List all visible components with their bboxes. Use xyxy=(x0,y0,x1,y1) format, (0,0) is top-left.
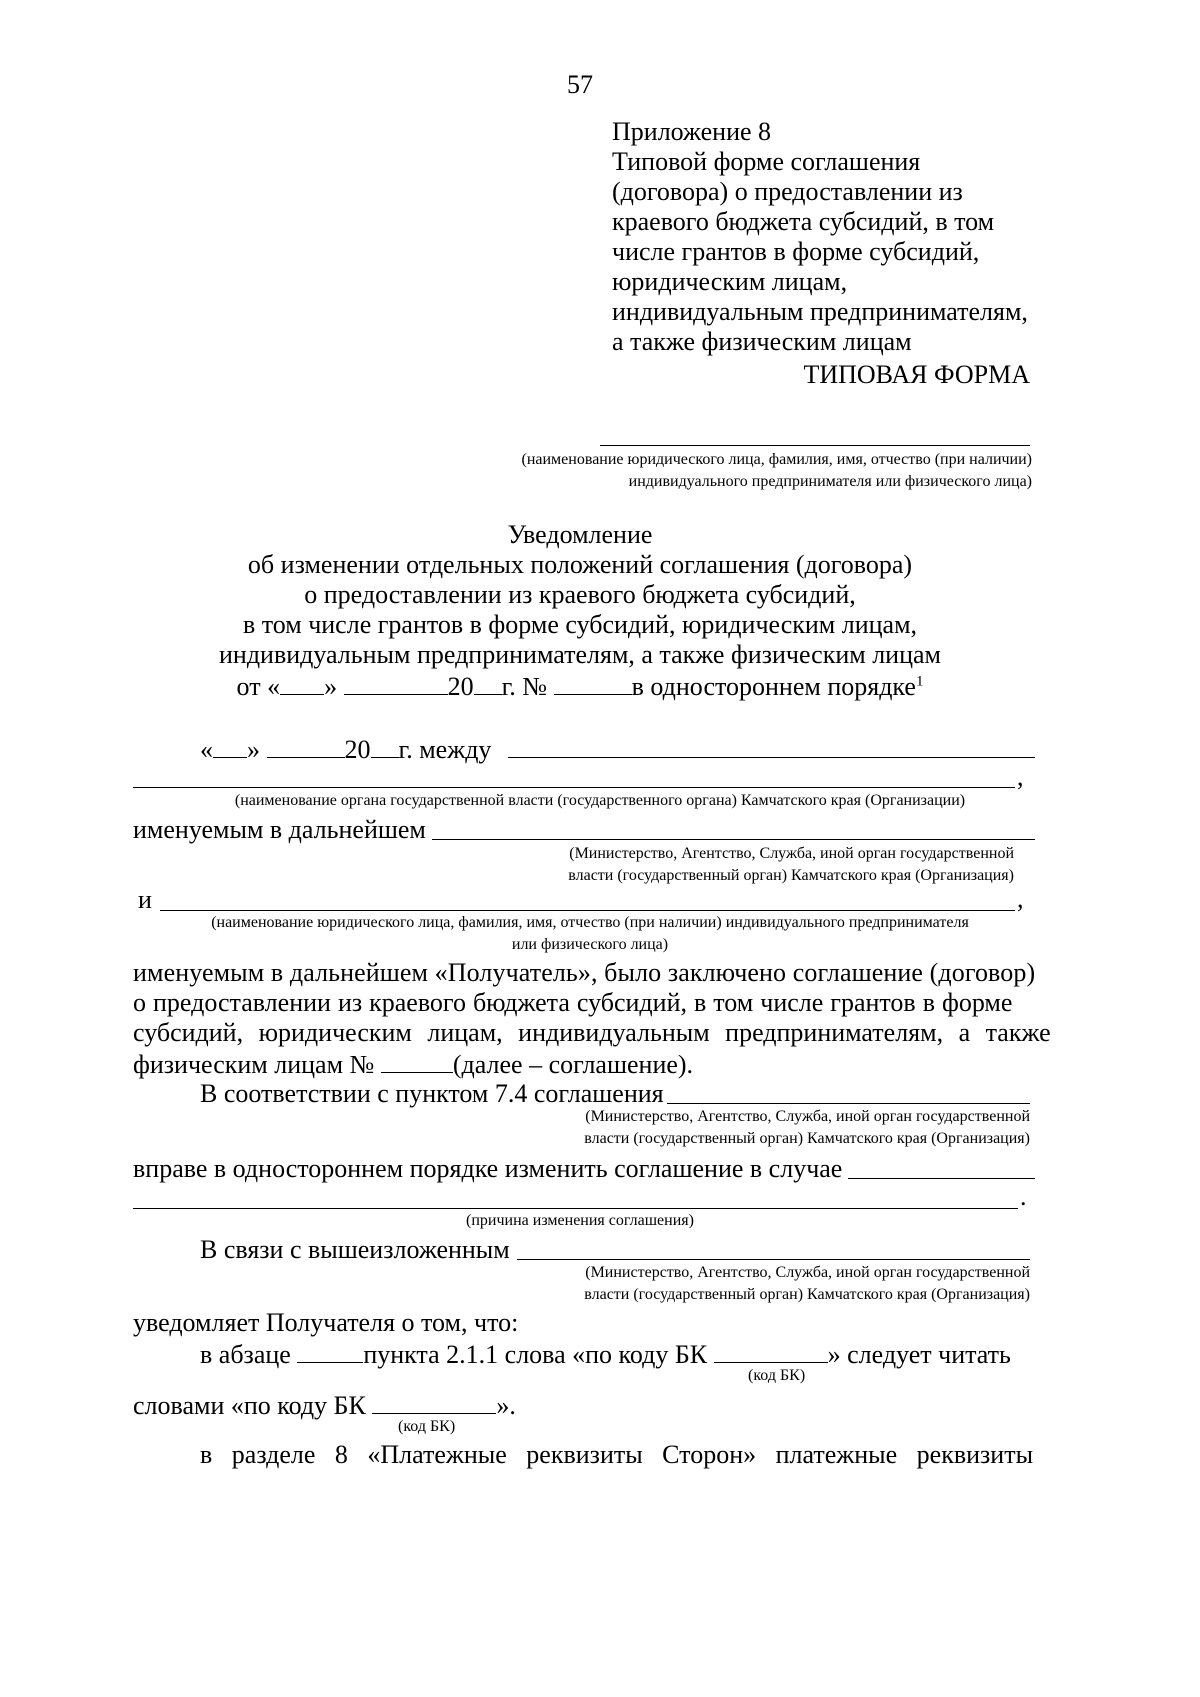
abzac-line: в абзаце пункта 2.1.1 слова «по коду БК » следует читать xyxy=(200,1340,1011,1369)
and-label: и xyxy=(138,885,152,914)
ministry-name-line-2 xyxy=(667,1103,1030,1104)
title-line: о предоставлении из краевого бюджета субсидий, xyxy=(304,580,856,609)
section8-line: в разделе 8 «Платежные реквизиты Сторон» платежные реквизиты xyxy=(200,1440,1034,1469)
appendix-block xyxy=(612,117,1028,357)
org-name-line-1 xyxy=(508,757,1035,758)
in-connection-label: В связи с вышеизложенным xyxy=(200,1235,510,1264)
ministry-caption-3: (Министерство, Агентство, Служба, иной орган государственной власти (государственный орган) Камчатского края (Организация) xyxy=(584,1264,1030,1303)
comma: , xyxy=(1017,762,1024,791)
person-caption: (наименование юридического лица, фамилия, имя, отчество (при наличии) индивидуального предпринимателя или физического лица) xyxy=(211,914,969,953)
person-name-line xyxy=(160,910,1015,911)
new-kbk-field[interactable] xyxy=(372,1389,496,1414)
recipient-name-line xyxy=(600,445,1030,446)
notifies-label: уведомляет Получателя о том, что: xyxy=(133,1308,519,1337)
appendix-line: юридическим лицам, xyxy=(612,267,848,296)
kbk-caption-1: (код БК) xyxy=(748,1367,806,1384)
words-kbk-line: словами «по коду БК ». xyxy=(133,1391,516,1420)
appendix-line: Приложение 8 xyxy=(612,117,772,146)
page-number: 57 xyxy=(567,70,593,99)
comma: , xyxy=(1017,884,1024,913)
reason-line-2 xyxy=(133,1208,1018,1209)
org-name-line-2 xyxy=(133,787,1015,788)
agreement-date-line: « » 20 г. между xyxy=(200,735,492,764)
year-field[interactable] xyxy=(474,670,502,695)
org-caption: (наименование органа государственной власти (государственного органа) Камчатского края (Организации) xyxy=(234,792,966,809)
appendix-line: Типовой форме соглашения xyxy=(612,147,921,176)
number-field[interactable] xyxy=(554,670,632,695)
agreement-number-field[interactable] xyxy=(381,1048,453,1073)
ministry-caption-2: (Министерство, Агентство, Служба, иной орган государственной власти (государственный орган) Камчатского края (Организация) xyxy=(584,1108,1030,1147)
title-line: Уведомление xyxy=(507,520,653,549)
accordance-label: В соответствии с пунктом 7.4 соглашения xyxy=(200,1079,664,1108)
paragraph-number-field[interactable] xyxy=(297,1338,363,1363)
appendix-line: а также физическим лицам xyxy=(612,327,912,356)
appendix-line: краевого бюджета субсидий, в том xyxy=(612,207,995,236)
ministry-name-line-1 xyxy=(432,839,1035,840)
appendix-line: числе грантов в форме субсидий, xyxy=(612,237,980,266)
title-date-line: от « » 20 г. № в одностороннем порядке$^1$ xyxy=(236,672,924,701)
agreement-paragraph: именуемым в дальнейшем «Получатель», было заключено соглашение (договор) о предоставлении из краевого бюджета субсидий, в том числе грантов в форме субсидий, юридическим лицам, индивидуальным предпринимателям, а также физическим лицам № (далее – соглашение). xyxy=(133,958,1051,1079)
form-type-label: ТИПОВАЯ ФОРМА xyxy=(803,360,1030,389)
month-field[interactable] xyxy=(344,670,448,695)
notice-title xyxy=(130,520,1030,702)
footnote-mark: 1 xyxy=(915,673,924,690)
ministry-caption-1: (Министерство, Агентство, Служба, иной орган государственной власти (государственный орган) Камчатского края (Организация) xyxy=(568,845,1014,884)
right-to-change-label: вправе в одностороннем порядке изменить соглашение в случае xyxy=(133,1154,843,1183)
title-line: об изменении отдельных положений соглашения (договора) xyxy=(247,550,913,579)
agreement-day-field[interactable] xyxy=(213,733,247,758)
agreement-month-field[interactable] xyxy=(267,733,345,758)
agreement-year-field[interactable] xyxy=(371,733,399,758)
recipient-caption: (наименование юридического лица, фамилия, имя, отчество (при наличии) индивидуального предпринимателя или физического лица) xyxy=(521,451,1032,490)
ministry-name-line-3 xyxy=(517,1259,1030,1260)
kbk-caption-2: (код БК) xyxy=(398,1418,456,1435)
reason-caption: (причина изменения соглашения) xyxy=(466,1212,694,1229)
appendix-line: индивидуальным предпринимателям, xyxy=(612,297,1028,326)
title-line: в том числе грантов в форме субсидий, юридическим лицам, xyxy=(242,610,918,639)
hereinafter-label-1: именуемым в дальнейшем xyxy=(133,815,426,844)
appendix-line: (договора) о предоставлении из xyxy=(612,177,963,206)
day-field[interactable] xyxy=(280,670,324,695)
old-kbk-field[interactable] xyxy=(714,1338,828,1363)
title-line: индивидуальным предпринимателям, а также физическим лицам xyxy=(218,640,941,669)
period: . xyxy=(1020,1182,1027,1211)
reason-line-1 xyxy=(848,1178,1035,1179)
